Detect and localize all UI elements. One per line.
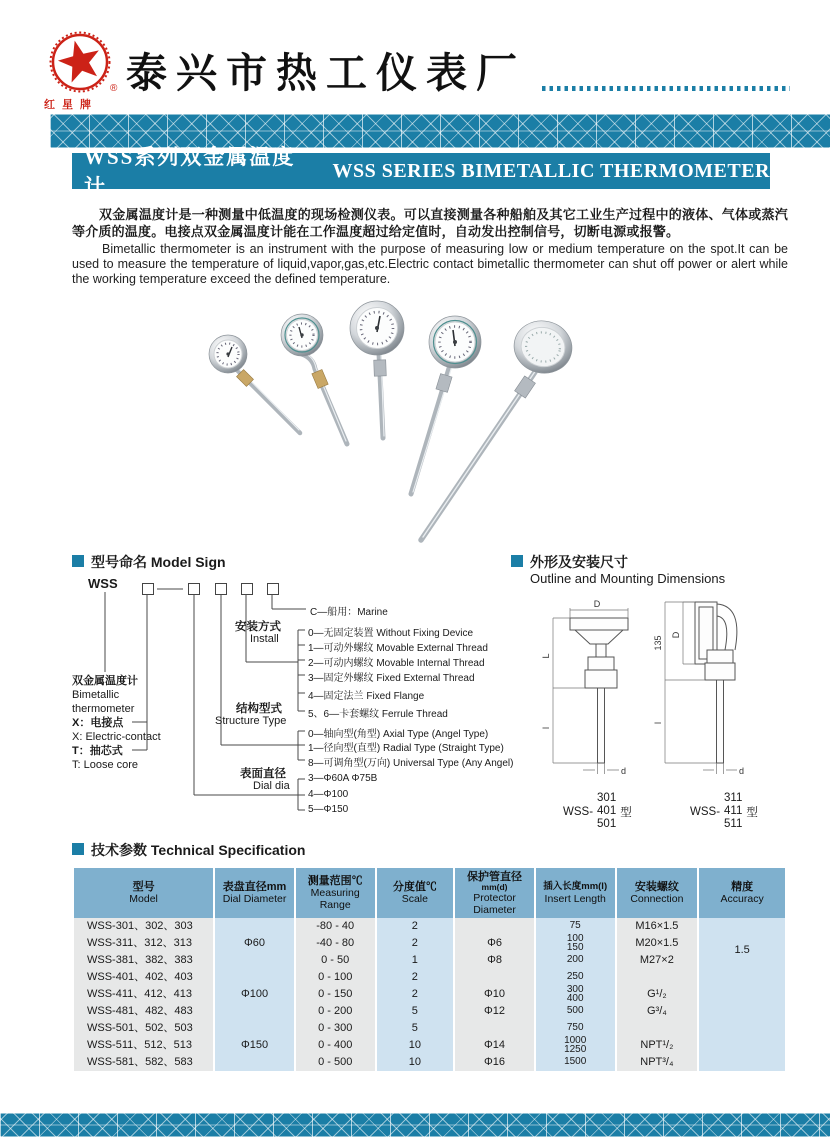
thermometer-dials (209, 301, 577, 378)
model-sign-title-cn: 型号命名 (91, 554, 147, 570)
section-bullet-icon (72, 843, 84, 855)
model-tag-angle (690, 792, 758, 831)
col-protector-diameter: 保护管直径 mm(d) Protector Diameter (455, 868, 534, 918)
spec-row: WSS-581、582、583 0 - 500 10 Φ16 1500 NPT³/₄ (74, 1054, 785, 1071)
model-tag-prefix: WSS- (563, 805, 594, 818)
thermometer-type-legend (72, 674, 161, 772)
logo (42, 31, 124, 95)
legend-line: T：抽芯式 (72, 745, 123, 757)
model-prefix: WSS (88, 576, 118, 591)
spec-header-row (74, 868, 785, 918)
legend-line: Bimetallic (72, 689, 120, 701)
model-tag-num: 411 (724, 805, 743, 817)
model-tag-num: 311 (724, 792, 743, 804)
dim-label: l (541, 727, 551, 729)
legend-line: X：电接点 (72, 717, 124, 729)
dial-label-en: Dial dia (253, 780, 290, 792)
dim-label: l (653, 722, 663, 724)
spec-row: WSS-311、312、313 -40 - 80 2 Φ6 100 150 M20×1.5 (74, 935, 785, 952)
option-structure-2: 8—可调角型(万向) Universal Type (Any Angel) (308, 758, 514, 769)
structure-label-en: Structure Type (215, 715, 287, 727)
option-install-1: 1—可动外螺纹 Movable External Thread (308, 643, 488, 654)
thermometer-fittings (237, 360, 536, 398)
model-tag-num: 301 (597, 792, 617, 804)
option-install-3: 3—固定外螺纹 Fixed External Thread (308, 673, 475, 684)
outline-section (505, 552, 827, 852)
accuracy-value: 1.5 (699, 918, 785, 1071)
spec-title (72, 840, 788, 860)
option-install-0: 0—无固定装置 Without Fixing Device (308, 628, 474, 639)
company-name: 泰兴市热工仪表厂 (126, 50, 526, 96)
spec-row: WSS-501、502、503 Φ150 0 - 300 5 750 (74, 1020, 785, 1037)
dial-group-100: Φ100 (215, 969, 294, 1020)
outline-title-cn: 外形及安装尺寸 (530, 554, 628, 570)
option-marine: C—船用：Marine (310, 607, 388, 618)
red-star-logo-icon (42, 31, 124, 95)
title-banner (72, 145, 770, 199)
model-tag-prefix: WSS- (690, 805, 721, 818)
spec-table (72, 868, 787, 1071)
spec-section (72, 840, 788, 1071)
thermometers-illustration (150, 282, 690, 550)
install-label-en: Install (250, 633, 279, 645)
dial-label-cn: 表面直径 (240, 768, 286, 780)
col-scale: 分度值℃ Scale (377, 868, 454, 918)
model-sign-section (72, 552, 534, 844)
col-measuring-range: 测量范围℃ Measuring Range (296, 868, 375, 918)
legend-line: X: Electric-contact (72, 731, 161, 743)
dimension-drawings (525, 598, 805, 783)
dial-group-60: Φ60 (215, 918, 294, 969)
spec-row: WSS-381、382、383 0 - 50 1 Φ8 200 M27×2 (74, 952, 785, 969)
outline-title (511, 552, 628, 572)
spec-row: WSS-481、482、483 0 - 200 5 Φ12 500 G³/₄ (74, 1003, 785, 1020)
col-connection: 安装螺纹 Connection (617, 868, 698, 918)
spec-row: WSS-301、302、303 Φ60 -80 - 40 2 75 M16×1.5 1.5 (74, 918, 785, 935)
drawing-angle-type (653, 602, 744, 776)
product-photo (150, 282, 690, 550)
section-bullet-icon (511, 555, 523, 567)
intro-paragraph-en: Bimetallic thermometer is an instrument with the purpose of measuring low or medium temperature on the spot.It can be used to measure the temperature of liquid,vapor,gas,etc.Electric contact bimetallic thermometer can shut off power or alert while the working temperature exceed the defined temperature. (72, 241, 788, 286)
structure-label-cn: 结构型式 (236, 703, 282, 715)
bottom-pattern-band (0, 1113, 830, 1137)
dotted-leader (542, 86, 790, 91)
registered-mark: ® (110, 83, 118, 94)
model-tag-suffix: 型 (746, 806, 758, 819)
dim-label: D (671, 631, 681, 639)
spec-row: WSS-511、512、513 0 - 400 10 Φ14 1000 1250 NPT¹/₂ (74, 1037, 785, 1054)
option-install-5: 5、6—卡套螺纹 Ferrule Thread (308, 709, 448, 720)
dial-group-150: Φ150 (215, 1020, 294, 1071)
dim-label: d (739, 766, 745, 776)
series-title-cn: WSS系列双金属温度计 (84, 145, 296, 199)
outline-title-en: Outline and Mounting Dimensions (530, 571, 726, 586)
model-tag-num: 511 (724, 818, 743, 830)
drawing-straight-type (541, 599, 628, 776)
thermometer-stems (236, 353, 536, 540)
col-accuracy: 精度 Accuracy (699, 868, 785, 918)
col-insert-length: 插入长度mm(l) Insert Length (536, 868, 615, 918)
model-tag-num: 401 (597, 805, 617, 817)
model-sign-title-en: Model Sign (150, 554, 226, 570)
spec-row: WSS-411、412、413 0 - 150 2 Φ10 300 400 G¹/₂ (74, 986, 785, 1003)
legend-line: 双金属温度计 (72, 675, 138, 687)
option-install-2: 2—可动内螺纹 Movable Internal Thread (308, 658, 485, 669)
dim-label: d (621, 766, 627, 776)
legend-line: T: Loose core (72, 759, 139, 771)
dim-label: 135 (653, 635, 663, 651)
spec-title-en: Technical Specification (150, 842, 306, 858)
spec-title-cn: 技术参数 (91, 842, 147, 858)
col-model: 型号 Model (74, 868, 213, 918)
option-structure-0: 0—轴向型(角型) Axial Type (Angel Type) (308, 729, 489, 740)
intro-paragraph-cn: 双金属温度计是一种测量中低温度的现场检测仪表。可以直接测量各种船舶及其它工业生产过程中的液体、气体或蒸汽等介质的温度。电接点双金属温度计能在工作温度超过给定值时，自动发出控制信号，切断电源或报警。 (72, 207, 788, 239)
series-title-en: WSS SERIES BIMETALLIC THERMOMETER (332, 159, 770, 182)
spec-row: WSS-401、402、403 Φ100 0 - 100 2 250 (74, 969, 785, 986)
option-dial-1: 4—Φ100 (308, 789, 349, 800)
dim-label: D (593, 599, 601, 609)
legend-line: thermometer (72, 703, 135, 715)
option-install-4: 4—固定法兰 Fixed Flange (308, 691, 425, 702)
model-tag-straight (563, 792, 632, 831)
install-label-cn: 安装方式 (235, 621, 281, 633)
col-dial-diameter: 表盘直径mm Dial Diameter (215, 868, 294, 918)
option-structure-1: 1—径向型(直型) Radial Type (Straight Type) (308, 743, 504, 754)
model-tag-num: 501 (597, 818, 617, 830)
brand-label: 红星牌 (44, 99, 98, 111)
dim-label: L (541, 653, 551, 659)
option-dial-0: 3—Φ60A Φ75B (308, 773, 378, 784)
option-dial-2: 5—Φ150 (308, 804, 349, 815)
model-tag-suffix: 型 (620, 806, 632, 819)
